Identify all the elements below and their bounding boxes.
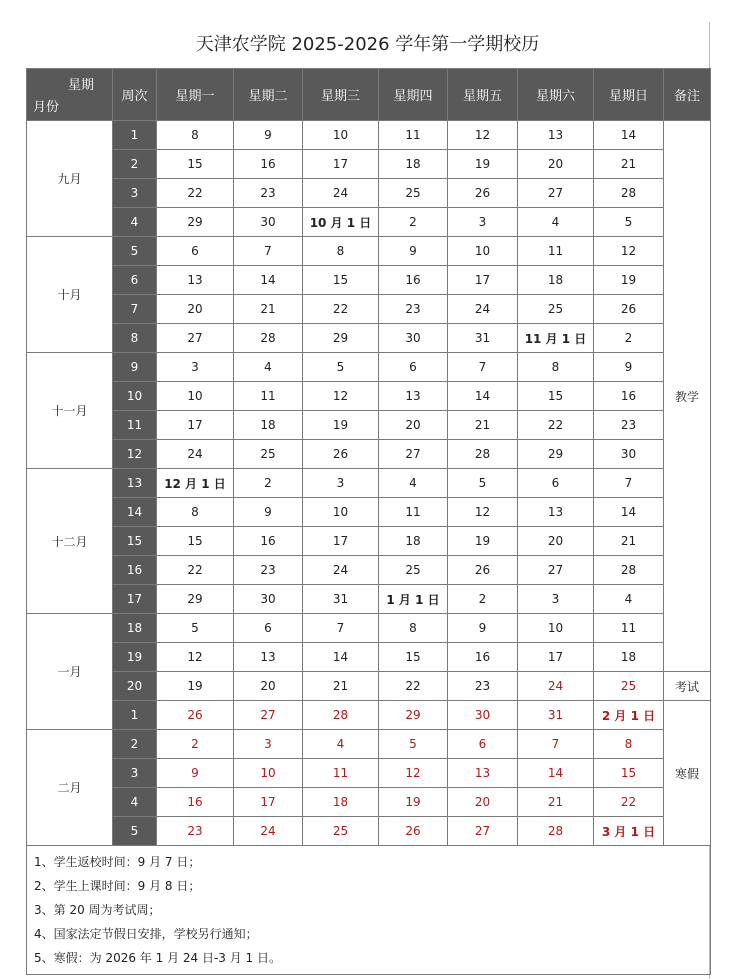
day-cell: 28 — [594, 556, 664, 585]
day-cell: 9 — [234, 498, 303, 527]
day-cell: 26 — [157, 701, 234, 730]
day-cell: 19 — [379, 788, 448, 817]
page-title: 天津农学院 2025-2026 学年第一学期校历 — [195, 34, 540, 55]
day-cell: 20 — [234, 672, 303, 701]
weekday-header: 星期二 — [234, 69, 303, 121]
header-row — [27, 69, 711, 121]
day-cell: 22 — [303, 295, 379, 324]
week-number: 6 — [113, 266, 157, 295]
day-cell: 15 — [303, 266, 379, 295]
weekday-header: 星期六 — [518, 69, 594, 121]
day-cell: 23 — [448, 672, 518, 701]
day-cell: 23 — [234, 556, 303, 585]
day-cell: 29 — [157, 208, 234, 237]
day-cell: 4 — [594, 585, 664, 614]
week-row — [27, 730, 711, 759]
corner-weekday-label: 星期 — [67, 78, 94, 93]
day-cell: 2 — [594, 324, 664, 353]
day-cell: 10 月 1 日 — [303, 208, 379, 237]
day-cell: 25 — [234, 440, 303, 469]
week-number: 4 — [113, 208, 157, 237]
day-cell: 19 — [594, 266, 664, 295]
day-cell: 23 — [234, 179, 303, 208]
day-cell: 8 — [157, 121, 234, 150]
day-cell: 5 — [594, 208, 664, 237]
day-cell: 25 — [303, 817, 379, 846]
day-cell: 2 — [448, 585, 518, 614]
day-cell: 30 — [594, 440, 664, 469]
day-cell: 20 — [157, 295, 234, 324]
day-cell: 11 — [234, 382, 303, 411]
week-number: 2 — [113, 730, 157, 759]
day-cell: 13 — [157, 266, 234, 295]
day-cell: 24 — [448, 295, 518, 324]
note-item: 3、第 20 周为考试周； — [34, 903, 161, 917]
day-cell: 17 — [234, 788, 303, 817]
week-number: 17 — [113, 585, 157, 614]
week-row — [27, 469, 711, 498]
day-cell: 24 — [518, 672, 594, 701]
day-cell: 17 — [448, 266, 518, 295]
day-cell: 28 — [234, 324, 303, 353]
day-cell: 6 — [448, 730, 518, 759]
week-number: 13 — [113, 469, 157, 498]
day-cell: 8 — [379, 614, 448, 643]
week-number: 20 — [113, 672, 157, 701]
day-cell: 21 — [303, 672, 379, 701]
day-cell: 30 — [234, 208, 303, 237]
day-cell: 26 — [303, 440, 379, 469]
day-cell: 25 — [594, 672, 664, 701]
note-item: 5、寒假：为 2026 年 1 月 24 日-3 月 1 日。 — [34, 951, 282, 965]
day-cell: 7 — [303, 614, 379, 643]
week-row — [27, 382, 711, 411]
day-cell: 9 — [594, 353, 664, 382]
day-cell: 31 — [448, 324, 518, 353]
week-row — [27, 150, 711, 179]
day-cell: 12 — [379, 759, 448, 788]
month-label: 十一月 — [27, 353, 113, 469]
week-number: 2 — [113, 150, 157, 179]
day-cell: 17 — [303, 527, 379, 556]
day-cell: 10 — [303, 498, 379, 527]
week-number: 3 — [113, 179, 157, 208]
day-cell: 20 — [518, 527, 594, 556]
day-cell: 29 — [157, 585, 234, 614]
day-cell: 16 — [594, 382, 664, 411]
week-number: 16 — [113, 556, 157, 585]
week-row — [27, 672, 711, 701]
day-cell: 11 — [379, 121, 448, 150]
day-cell: 16 — [234, 527, 303, 556]
day-cell: 12 — [448, 498, 518, 527]
calendar-body — [27, 121, 711, 846]
day-cell: 28 — [448, 440, 518, 469]
day-cell: 10 — [157, 382, 234, 411]
week-row — [27, 817, 711, 846]
weekday-header: 星期五 — [448, 69, 518, 121]
day-cell: 19 — [157, 672, 234, 701]
day-cell: 13 — [379, 382, 448, 411]
day-cell: 4 — [234, 353, 303, 382]
day-cell: 30 — [448, 701, 518, 730]
week-number: 14 — [113, 498, 157, 527]
day-cell: 3 — [234, 730, 303, 759]
month-label: 十二月 — [27, 469, 113, 614]
weekday-header: 星期三 — [303, 69, 379, 121]
day-cell: 27 — [518, 179, 594, 208]
day-cell: 15 — [157, 150, 234, 179]
week-number: 15 — [113, 527, 157, 556]
week-row — [27, 556, 711, 585]
day-cell: 12 月 1 日 — [157, 469, 234, 498]
day-cell: 1 月 1 日 — [379, 585, 448, 614]
week-number: 1 — [113, 701, 157, 730]
day-cell: 5 — [448, 469, 518, 498]
day-cell: 7 — [594, 469, 664, 498]
week-row — [27, 643, 711, 672]
day-cell: 12 — [157, 643, 234, 672]
week-number: 7 — [113, 295, 157, 324]
week-number: 19 — [113, 643, 157, 672]
day-cell: 13 — [518, 121, 594, 150]
day-cell: 13 — [234, 643, 303, 672]
week-row — [27, 295, 711, 324]
day-cell: 18 — [303, 788, 379, 817]
day-cell: 8 — [594, 730, 664, 759]
day-cell: 17 — [518, 643, 594, 672]
remark-header: 备注 — [664, 69, 711, 121]
day-cell: 20 — [379, 411, 448, 440]
week-row — [27, 411, 711, 440]
week-row — [27, 237, 711, 266]
day-cell: 30 — [379, 324, 448, 353]
day-cell: 14 — [594, 498, 664, 527]
day-cell: 10 — [518, 614, 594, 643]
week-row — [27, 788, 711, 817]
day-cell: 8 — [157, 498, 234, 527]
day-cell: 24 — [157, 440, 234, 469]
week-row — [27, 121, 711, 150]
week-number: 4 — [113, 788, 157, 817]
week-number: 8 — [113, 324, 157, 353]
week-number: 5 — [113, 817, 157, 846]
day-cell: 29 — [518, 440, 594, 469]
week-row — [27, 701, 711, 730]
day-cell: 20 — [448, 788, 518, 817]
day-cell: 14 — [448, 382, 518, 411]
remark-cell: 教学 — [664, 121, 711, 672]
day-cell: 28 — [594, 179, 664, 208]
day-cell: 6 — [234, 614, 303, 643]
day-cell: 11 月 1 日 — [518, 324, 594, 353]
notes-row — [27, 846, 711, 975]
weekday-header: 星期一 — [157, 69, 234, 121]
day-cell: 2 — [379, 208, 448, 237]
month-label: 二月 — [27, 730, 113, 846]
day-cell: 24 — [303, 179, 379, 208]
weekday-header: 星期日 — [594, 69, 664, 121]
week-number: 5 — [113, 237, 157, 266]
day-cell: 22 — [157, 179, 234, 208]
day-cell: 21 — [234, 295, 303, 324]
day-cell: 7 — [448, 353, 518, 382]
day-cell: 17 — [157, 411, 234, 440]
day-cell: 8 — [518, 353, 594, 382]
day-cell: 18 — [234, 411, 303, 440]
day-cell: 2 — [157, 730, 234, 759]
week-number: 3 — [113, 759, 157, 788]
day-cell: 21 — [594, 527, 664, 556]
day-cell: 16 — [157, 788, 234, 817]
week-row — [27, 179, 711, 208]
week-row — [27, 498, 711, 527]
day-cell: 26 — [448, 179, 518, 208]
note-item: 4、国家法定节假日安排，学校另行通知； — [34, 927, 258, 941]
day-cell: 3 — [518, 585, 594, 614]
day-cell: 9 — [234, 121, 303, 150]
day-cell: 31 — [518, 701, 594, 730]
weekday-header: 星期四 — [379, 69, 448, 121]
day-cell: 11 — [303, 759, 379, 788]
day-cell: 4 — [379, 469, 448, 498]
day-cell: 3 — [157, 353, 234, 382]
school-calendar-table — [26, 68, 711, 975]
day-cell: 12 — [448, 121, 518, 150]
day-cell: 9 — [157, 759, 234, 788]
day-cell: 20 — [518, 150, 594, 179]
day-cell: 6 — [157, 237, 234, 266]
day-cell: 11 — [594, 614, 664, 643]
day-cell: 27 — [518, 556, 594, 585]
day-cell: 5 — [157, 614, 234, 643]
day-cell: 22 — [157, 556, 234, 585]
day-cell: 23 — [157, 817, 234, 846]
day-cell: 10 — [303, 121, 379, 150]
day-cell: 11 — [518, 237, 594, 266]
day-cell: 28 — [518, 817, 594, 846]
day-cell: 17 — [303, 150, 379, 179]
day-cell: 21 — [448, 411, 518, 440]
day-cell: 24 — [234, 817, 303, 846]
day-cell: 22 — [379, 672, 448, 701]
day-cell: 12 — [594, 237, 664, 266]
note-item: 2、学生上课时间：9 月 8 日； — [34, 879, 201, 893]
day-cell: 22 — [594, 788, 664, 817]
day-cell: 16 — [234, 150, 303, 179]
day-cell: 3 — [448, 208, 518, 237]
day-cell: 21 — [518, 788, 594, 817]
month-label: 一月 — [27, 614, 113, 730]
day-cell: 7 — [518, 730, 594, 759]
day-cell: 14 — [303, 643, 379, 672]
week-number-header: 周次 — [113, 69, 157, 121]
day-cell: 27 — [379, 440, 448, 469]
week-row — [27, 208, 711, 237]
day-cell: 27 — [234, 701, 303, 730]
day-cell: 2 月 1 日 — [594, 701, 664, 730]
day-cell: 4 — [303, 730, 379, 759]
day-cell: 10 — [448, 237, 518, 266]
day-cell: 21 — [594, 150, 664, 179]
day-cell: 27 — [448, 817, 518, 846]
day-cell: 25 — [379, 556, 448, 585]
day-cell: 5 — [379, 730, 448, 759]
day-cell: 2 — [234, 469, 303, 498]
day-cell: 19 — [448, 150, 518, 179]
day-cell: 15 — [594, 759, 664, 788]
week-row — [27, 324, 711, 353]
week-number: 18 — [113, 614, 157, 643]
day-cell: 31 — [303, 585, 379, 614]
day-cell: 7 — [234, 237, 303, 266]
day-cell: 16 — [379, 266, 448, 295]
day-cell: 30 — [234, 585, 303, 614]
day-cell: 6 — [379, 353, 448, 382]
day-cell: 4 — [518, 208, 594, 237]
week-row — [27, 527, 711, 556]
day-cell: 18 — [594, 643, 664, 672]
week-row — [27, 585, 711, 614]
day-cell: 11 — [379, 498, 448, 527]
day-cell: 13 — [518, 498, 594, 527]
day-cell: 29 — [379, 701, 448, 730]
corner-header — [27, 69, 113, 121]
week-number: 10 — [113, 382, 157, 411]
day-cell: 18 — [379, 150, 448, 179]
day-cell: 19 — [303, 411, 379, 440]
week-row — [27, 759, 711, 788]
notes-section — [27, 846, 711, 975]
week-number: 1 — [113, 121, 157, 150]
day-cell: 26 — [379, 817, 448, 846]
day-cell: 19 — [448, 527, 518, 556]
month-label: 十月 — [27, 237, 113, 353]
day-cell: 12 — [303, 382, 379, 411]
day-cell: 28 — [303, 701, 379, 730]
day-cell: 23 — [379, 295, 448, 324]
day-cell: 22 — [518, 411, 594, 440]
day-cell: 5 — [303, 353, 379, 382]
month-label: 九月 — [27, 121, 113, 237]
day-cell: 10 — [234, 759, 303, 788]
day-cell: 15 — [379, 643, 448, 672]
day-cell: 14 — [594, 121, 664, 150]
note-item: 1、学生返校时间：9 月 7 日； — [34, 855, 201, 869]
day-cell: 25 — [518, 295, 594, 324]
day-cell: 6 — [518, 469, 594, 498]
day-cell: 25 — [379, 179, 448, 208]
day-cell: 15 — [157, 527, 234, 556]
corner-month-label: 月份 — [33, 100, 60, 115]
day-cell: 3 — [303, 469, 379, 498]
remark-cell: 寒假 — [664, 701, 711, 846]
week-row — [27, 440, 711, 469]
day-cell: 23 — [594, 411, 664, 440]
day-cell: 3 月 1 日 — [594, 817, 664, 846]
day-cell: 24 — [303, 556, 379, 585]
day-cell: 18 — [379, 527, 448, 556]
remark-cell: 考试 — [664, 672, 711, 701]
day-cell: 13 — [448, 759, 518, 788]
day-cell: 8 — [303, 237, 379, 266]
day-cell: 27 — [157, 324, 234, 353]
week-row — [27, 266, 711, 295]
day-cell: 14 — [518, 759, 594, 788]
week-row — [27, 614, 711, 643]
day-cell: 26 — [594, 295, 664, 324]
week-number: 9 — [113, 353, 157, 382]
day-cell: 18 — [518, 266, 594, 295]
day-cell: 14 — [234, 266, 303, 295]
week-number: 11 — [113, 411, 157, 440]
week-row — [27, 353, 711, 382]
day-cell: 15 — [518, 382, 594, 411]
day-cell: 29 — [303, 324, 379, 353]
day-cell: 9 — [379, 237, 448, 266]
day-cell: 26 — [448, 556, 518, 585]
day-cell: 16 — [448, 643, 518, 672]
day-cell: 9 — [448, 614, 518, 643]
week-number: 12 — [113, 440, 157, 469]
